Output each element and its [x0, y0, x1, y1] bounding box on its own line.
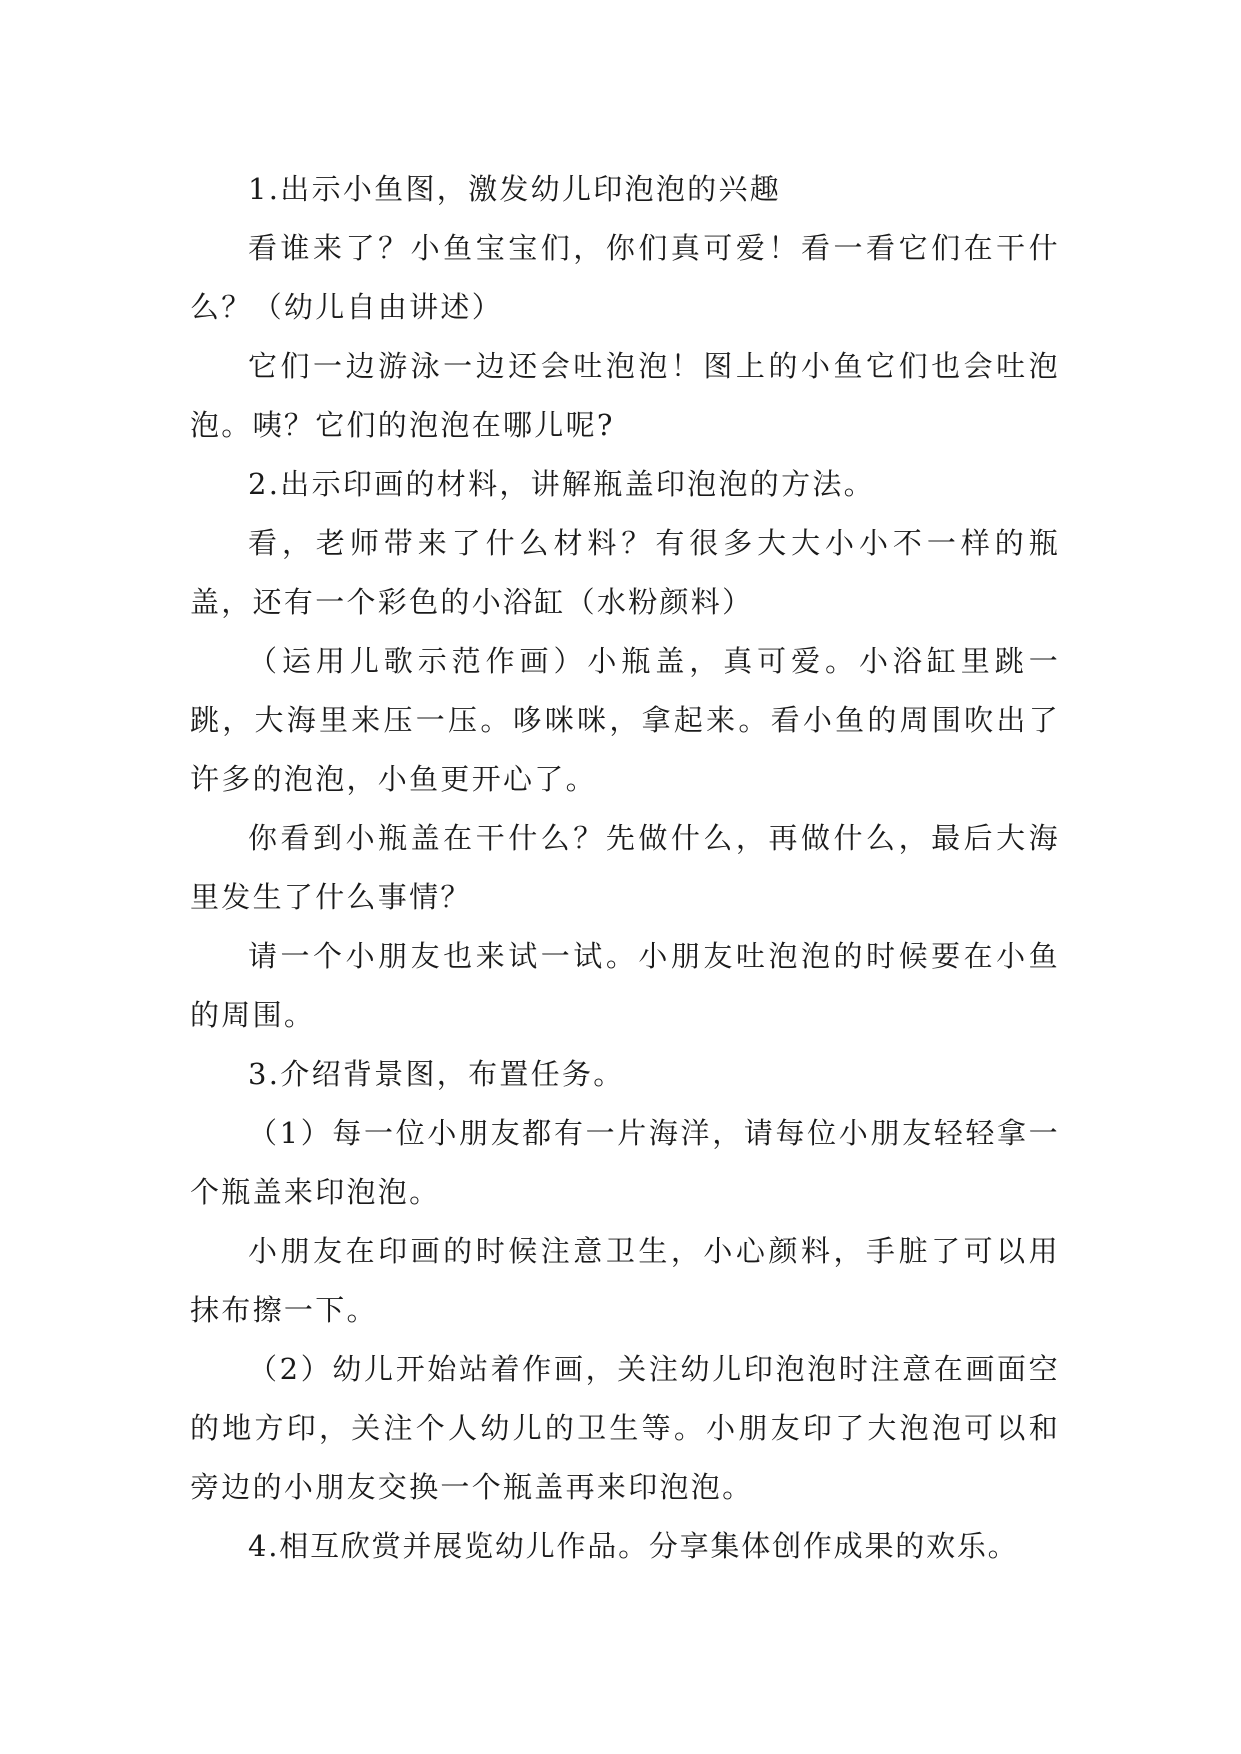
step-4-heading: 4.相互欣赏并展览幼儿作品。分享集体创作成果的欢乐。 [248, 1529, 1019, 1563]
step-3-heading: 3.介绍背景图，布置任务。 [248, 1057, 625, 1091]
body-paragraph: （运用儿歌示范作画）小瓶盖，真可爱。小浴缸里跳一跳，大海里来压一压。哆咪咪，拿起来。看小鱼的周围吹出了许多的泡泡，小鱼更开心了。 [190, 644, 1060, 796]
document-body [190, 160, 1060, 1576]
body-paragraph: 看，老师带来了什么材料？有很多大大小小不一样的瓶盖，还有一个彩色的小浴缸（水粉颜料） [190, 526, 1060, 619]
step-2-heading: 2.出示印画的材料，讲解瓶盖印泡泡的方法。 [248, 467, 875, 501]
sub-step-2: （2）幼儿开始站着作画，关注幼儿印泡泡时注意在画面空的地方印，关注个人幼儿的卫生等。小朋友印了大泡泡可以和旁边的小朋友交换一个瓶盖再来印泡泡。 [190, 1352, 1060, 1504]
body-paragraph: 它们一边游泳一边还会吐泡泡！图上的小鱼它们也会吐泡泡。咦？它们的泡泡在哪儿呢? [190, 349, 1060, 442]
step-1-heading: 1.出示小鱼图，激发幼儿印泡泡的兴趣 [248, 172, 782, 206]
body-paragraph: 你看到小瓶盖在干什么？先做什么，再做什么，最后大海里发生了什么事情？ [190, 821, 1060, 914]
body-paragraph: 请一个小朋友也来试一试。小朋友吐泡泡的时候要在小鱼的周围。 [190, 939, 1060, 1032]
sub-step-1: （1）每一位小朋友都有一片海洋，请每位小朋友轻轻拿一个瓶盖来印泡泡。 [190, 1116, 1060, 1209]
body-paragraph: 小朋友在印画的时候注意卫生，小心颜料，手脏了可以用抹布擦一下。 [190, 1234, 1060, 1327]
body-paragraph: 看谁来了？小鱼宝宝们，你们真可爱！看一看它们在干什么？（幼儿自由讲述） [190, 231, 1060, 324]
